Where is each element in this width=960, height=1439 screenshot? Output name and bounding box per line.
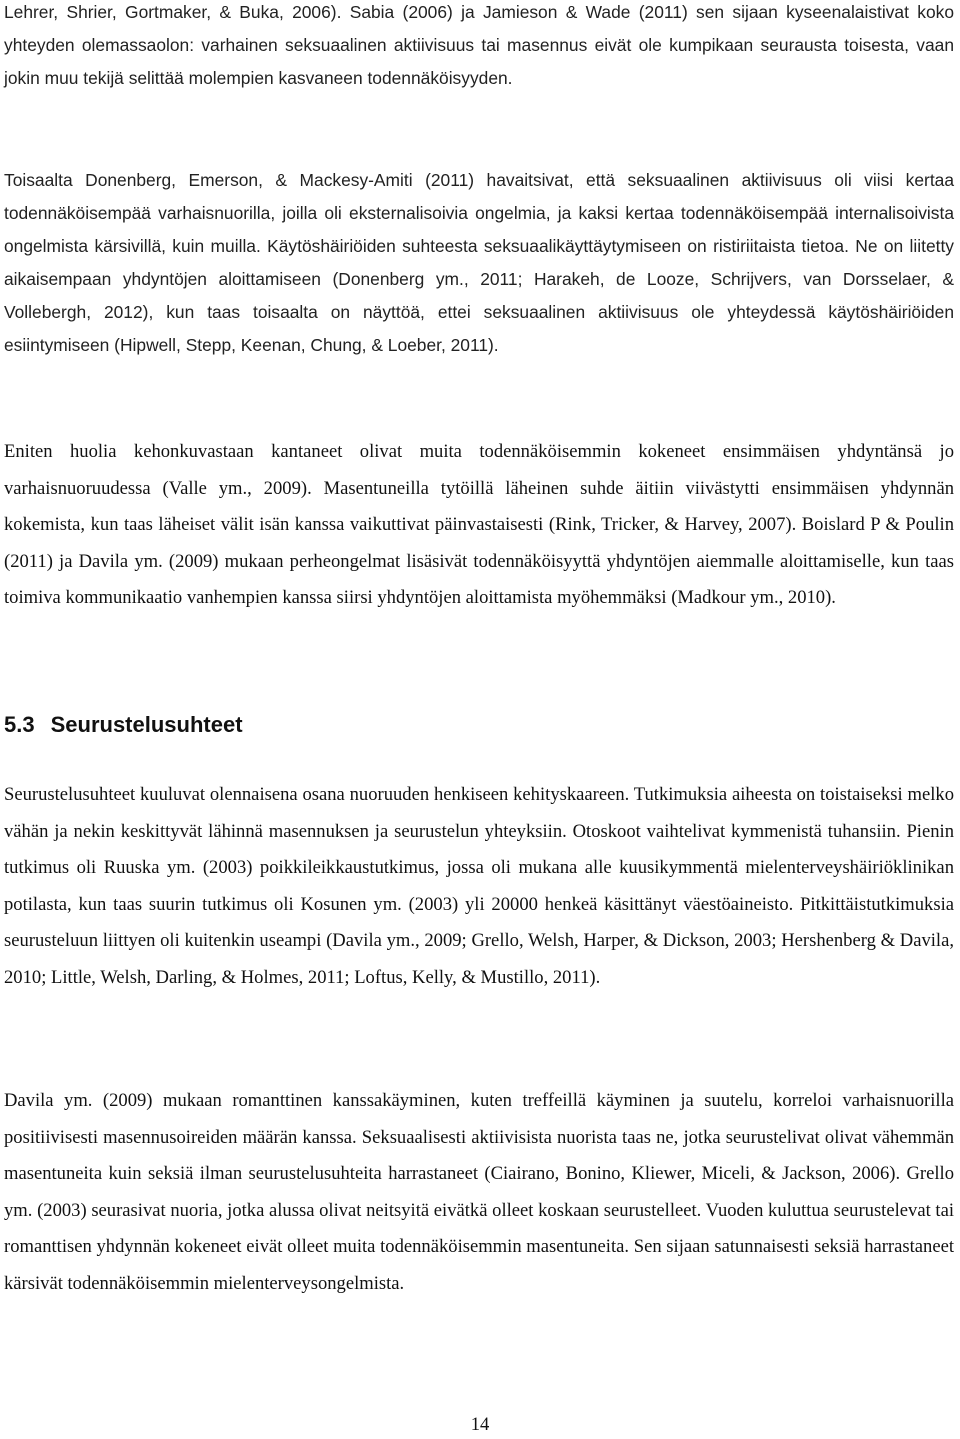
- paragraph-2: Toisaalta Donenberg, Emerson, & Mackesy-Amiti (2011) havaitsivat, että seksuaalinen aktiivisuus oli viisi kertaa todennäköisempää varhaisnuorilla, joilla oli eksternalisoivia ongelmia, ja kaksi kertaa todennäköisempää internalisoivista ongelmista kärsivillä, kuin muilla. Käytöshäiriöiden suhteesta seksuaalikäyttäytymiseen on ristiriitaista tietoa. Ne on liitetty aikaisempaan yhdyntöjen aloittamiseen (Donenberg ym., 2011; Harakeh, de Looze, Schrijvers, van Dorsselaer, & Vollebergh, 2012), kun taas toisaalta on näyttöä, ettei seksuaalinen aktiivisuus ole yhteydessä käytöshäiriöiden esiintymiseen (Hipwell, Stepp, Keenan, Chung, & Loeber, 2011).: [4, 170, 954, 355]
- section-heading: [4, 712, 243, 738]
- paragraph-3: Eniten huolia kehonkuvastaan kantaneet olivat muita todennäköisemmin kokeneet ensimmäisen yhdyntänsä jo varhaisnuoruudessa (Valle ym., 2009). Masentuneilla tytöillä läheinen suhde äitiin viivästytti ensimmäisen yhdynnän kokemista, kun taas läheiset välit isän kanssa vaikuttivat päinvastaisesti (Rink, Tricker, & Harvey, 2007). Boislard P & Poulin (2011) ja Davila ym. (2009) mukaan perheongelmat lisäsivät todennäköisyyttä yhdyntöjen aiemmalle aloittamiselle, kun taas toimiva kommunikaatio vanhempien kanssa siirsi yhdyntöjen aloittamista myöhemmäksi (Madkour ym., 2010).: [4, 441, 954, 608]
- section-number: 5.3: [4, 712, 35, 737]
- paragraph-1: Lehrer, Shrier, Gortmaker, & Buka, 2006). Sabia (2006) ja Jamieson & Wade (2011) sen sijaan kyseenalaistivat koko yhteyden olemassaolon: varhainen seksuaalinen aktiivisuus tai masennus eivät ole kumpikaan seurausta toisesta, vaan jokin muu tekijä selittää molempien kasvaneen todennäköisyyden.: [4, 2, 954, 88]
- section-title: Seurustelusuhteet: [50, 712, 243, 737]
- paragraph-4: Seurustelusuhteet kuuluvat olennaisena osana nuoruuden henkiseen kehityskaareen. Tutkimuksia aiheesta on toistaiseksi melko vähän ja nekin keskittyvät lähinnä masennuksen ja seurustelun yhteyksiin. Otoskoot vaihtelivat kymmenistä tuhansiin. Pienin tutkimus oli Ruuska ym. (2003) poikkileikkaustutkimus, jossa oli mukana alle kuusikymmentä mielenterveyshäiriöklinikan potilasta, kun taas suurin tutkimus oli Kosunen ym. (2003) yli 20000 henkeä käsittänyt väestöaineisto. Pitkittäistutkimuksia seurusteluun liittyen oli kuitenkin useampi (Davila ym., 2009; Grello, Welsh, Harper, & Dickson, 2003; Hershenberg & Davila, 2010; Little, Welsh, Darling, & Holmes, 2011; Loftus, Kelly, & Mustillo, 2011).: [4, 784, 954, 988]
- paragraph-5: Davila ym. (2009) mukaan romanttinen kanssakäyminen, kuten treffeillä käyminen ja suutelu, korreloi varhaisnuorilla positiivisesti masennusoireiden määrän kanssa. Seksuaalisesti aktiivisista nuorista taas ne, jotka seurustelivat olivat vähemmän masentuneita kuin seksiä ilman seurustelusuhteita harrastaneet (Ciairano, Bonino, Kliewer, Miceli, & Jackson, 2006). Grello ym. (2003) seurasivat nuoria, jotka alussa olivat neitsyitä eivätkä olleet koskaan seurustelleet. Vuoden kuluttua seurustelevat tai romanttisen yhdynnän kokeneet eivät olleet muita todennäköisemmin masentuneita. Sen sijaan satunnaisesti seksiä harrastaneet kärsivät todennäköisemmin mielenterveysongelmista.: [4, 1090, 954, 1294]
- page-number: 14: [470, 1414, 490, 1435]
